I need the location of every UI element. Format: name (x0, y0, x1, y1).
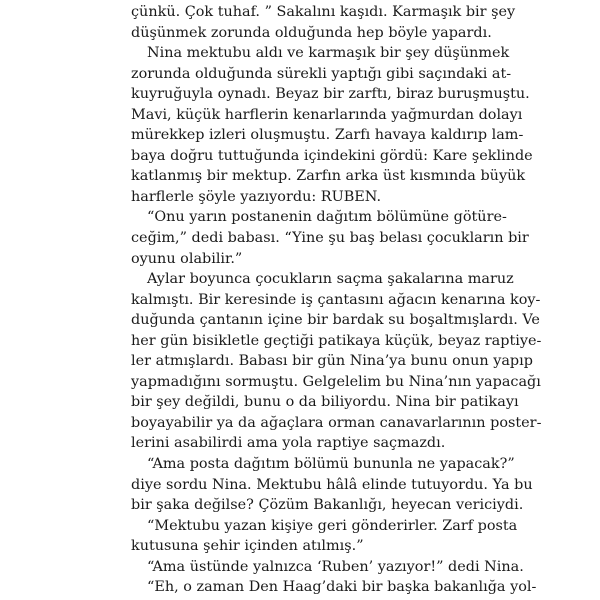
text-line: “Ama posta dağıtım bölümü bununla ne yapacak?” (147, 456, 515, 473)
text-line: çünkü. Çok tuhaf. ” Sakalını kaşıdı. Karmaşık bir şey (131, 4, 516, 20)
text-line: kuyruğuyla oynadı. Beyaz bir zarftı, biraz buruşmuştu. (131, 86, 530, 103)
text-line: katlanmış bir mektup. Zarfın arka üst kısmında büyük (131, 168, 526, 185)
text-line: boyayabilir ya da ağaçlara orman canavarlarının poster- (131, 414, 542, 431)
text-line: “Onu yarın postanenin dağıtım bölümüne götüre- (147, 209, 507, 226)
text-line: “Eh, o zaman Den Haag’daki bir başka bakanlığa yol- (147, 579, 537, 596)
text-line: zorunda olduğunda sürekli yaptığı gibi saçındaki at- (131, 65, 512, 82)
text-line: ler atmışlardı. Babası bir gün Nina’ya bunu onun yapıp (131, 353, 533, 370)
text-line: Aylar boyunca çocukların saçma şakalarına maruz (147, 271, 514, 288)
text-line: bir şey değildi, bunu o da biliyordu. Nina bir patikayı (131, 394, 519, 411)
text-line: kutusuna şehir içinden atılmış.” (131, 538, 364, 555)
text-line: “Mektubu yazan kişiye geri gönderirler. Zarf posta (147, 517, 518, 534)
text-line: diye sordu Nina. Mektubu hâlâ elinde tutuyordu. Ya bu (131, 476, 533, 493)
text-line: harflerle şöyle yazıyordu: RUBEN. (131, 188, 382, 205)
body-text (131, 2, 542, 598)
text-line: Nina mektubu aldı ve karmaşık bir şey düşünmek (147, 45, 510, 62)
text-line: duğunda çantanın içine bir bardak su boşaltmışlardı. Ve (131, 312, 540, 329)
text-line: lerini asabilirdi ama yola raptiye saçmazdı. (131, 435, 446, 452)
text-line: her gün bisikletle geçtiği patikaya küçük, beyaz raptiye- (131, 332, 542, 349)
text-line: Mavi, küçük harflerin kenarlarında yağmurdan dolayı (131, 106, 523, 123)
text-line: baya doğru tuttuğunda içindekini gördü: Kare şeklinde (131, 147, 533, 164)
text-line: düşünmek zorunda olduğunda hep böyle yapardı. (131, 24, 492, 41)
text-line: bir şaka değilse? Çözüm Bakanlığı, heyecan vericiydi. (131, 497, 524, 514)
text-line: ceğim,” dedi babası. “Yine şu baş belası çocukların bir (131, 230, 529, 247)
text-line: mürekkep izleri oluşmuştu. Zarfı havaya kaldırıp lam- (131, 127, 524, 144)
text-line: “Ama üstünde yalnızca ‘Ruben’ yazıyor!” dedi Nina. (147, 558, 524, 575)
text-line: yapmadığını sormuştu. Gelgelelim bu Nina’nın yapacağı (131, 373, 541, 390)
text-line: kalmıştı. Bir keresinde iş çantasını ağacın kenarına koy- (131, 291, 541, 308)
text-line: oyunu olabilir.” (131, 250, 243, 267)
